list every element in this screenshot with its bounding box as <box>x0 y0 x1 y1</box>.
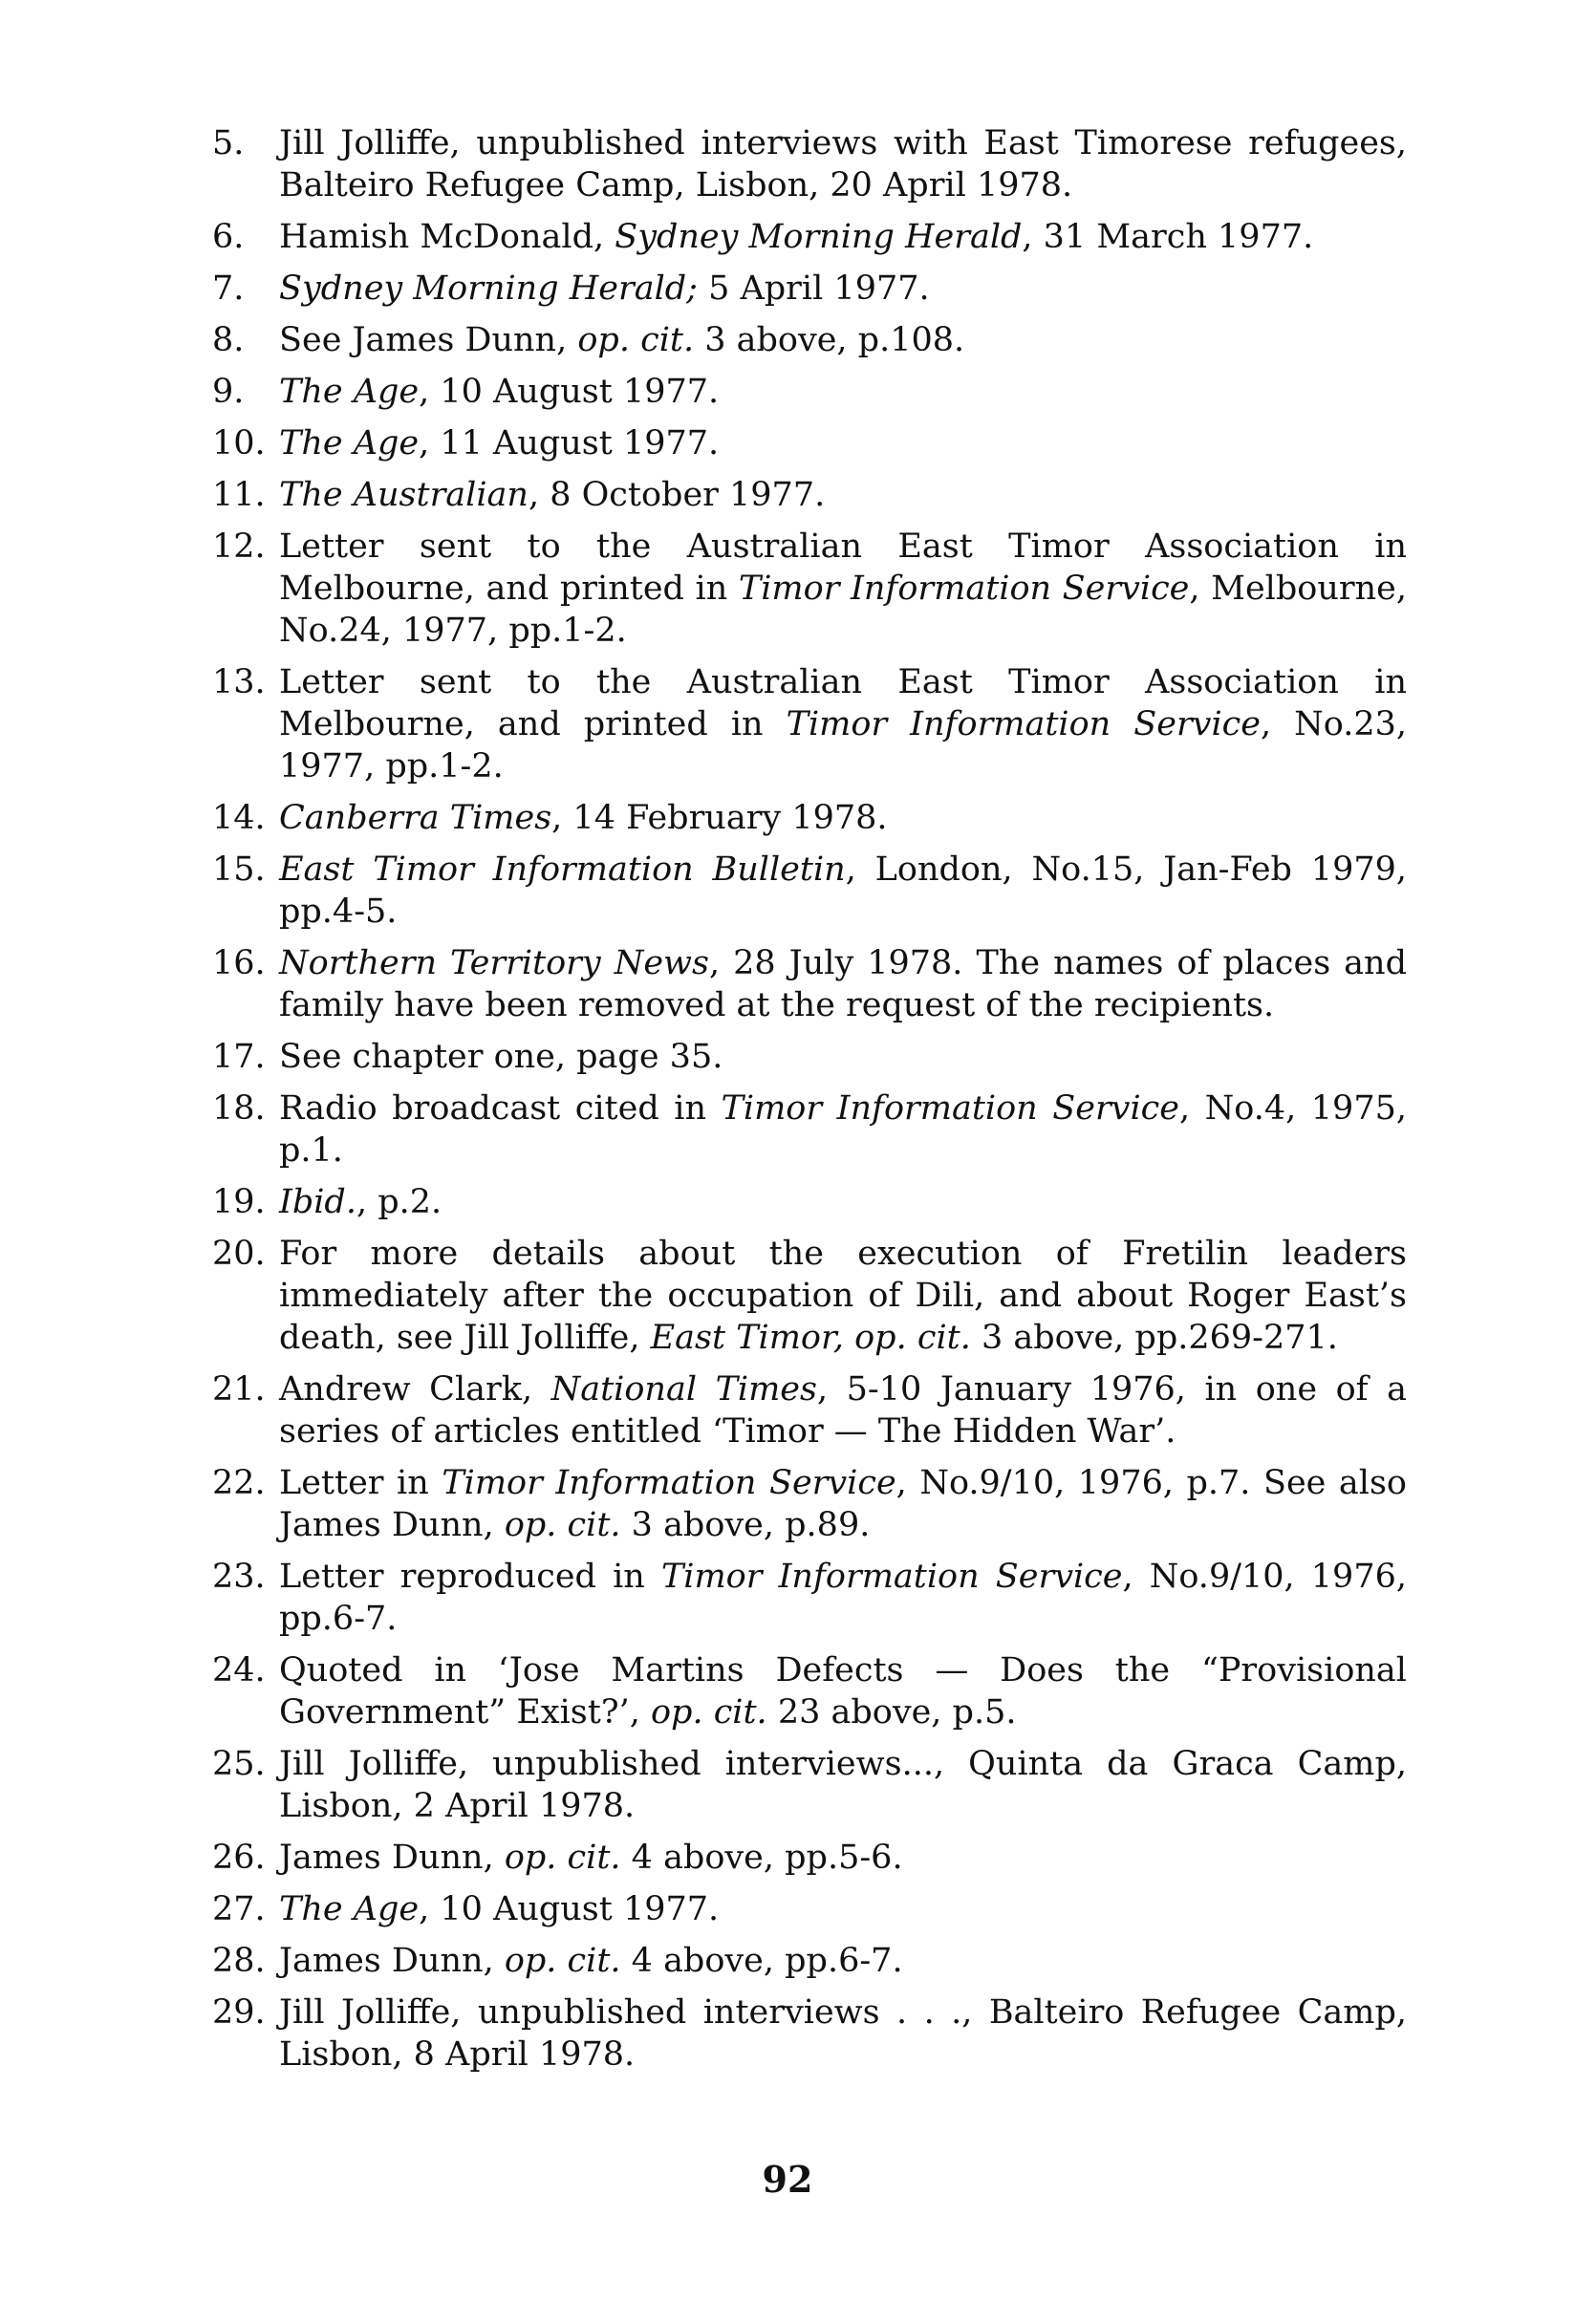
endnote-item <box>212 319 1407 361</box>
endnote-item <box>212 1991 1407 2076</box>
endnote-number: 29. <box>212 1993 266 2032</box>
endnote-segment: , 10 August 1977. <box>419 373 720 411</box>
endnote-segment: 4 above, pp.5-6. <box>620 1839 903 1877</box>
endnote-text <box>279 849 1407 933</box>
endnote-item <box>212 1888 1407 1930</box>
endnote-number: 16. <box>212 944 266 982</box>
endnote-number: 13. <box>212 663 266 701</box>
endnote-text <box>279 1462 1407 1546</box>
endnote-segment: Hamish McDonald, <box>279 218 615 256</box>
endnote-number: 7. <box>212 269 245 308</box>
endnote-text <box>279 1368 1407 1452</box>
endnote-segment: Quoted in ‘Jose Martins Defects — Does the “Provisional Government” Exist?’, <box>279 1651 1407 1732</box>
endnote-item <box>212 526 1407 652</box>
endnote-segment: For more details about the execution of Fretilin leaders immediately after the occupation of Dili, and about Roger East’s death, see Jill Jolliffe, <box>279 1235 1407 1357</box>
endnote-italic-segment: Canberra Times <box>279 799 552 837</box>
endnote-item <box>212 268 1407 310</box>
endnote-segment: Letter reproduced in <box>279 1558 661 1596</box>
endnote-segment: Letter in <box>279 1464 442 1502</box>
endnote-text <box>279 1649 1407 1733</box>
endnote-italic-segment: Timor Information Service <box>738 570 1190 608</box>
endnote-number: 5. <box>212 124 245 162</box>
endnote-item <box>212 1233 1407 1359</box>
endnote-segment: , No.4, 1975, p.1. <box>279 1089 1407 1170</box>
endnote-italic-segment: The Age <box>279 373 420 411</box>
endnote-number: 9. <box>212 373 245 411</box>
endnote-item <box>212 797 1407 839</box>
endnotes-list <box>212 122 1407 2085</box>
endnote-segment: , 11 August 1977. <box>419 424 720 463</box>
endnote-segment: Jill Jolliffe, unpublished interviews with East Timorese refugees, Balteiro Refugee Camp, Lisbon, 20 April 1978. <box>279 124 1407 204</box>
endnote-item <box>212 1556 1407 1640</box>
endnote-segment: , 14 February 1978. <box>551 799 888 837</box>
endnote-italic-segment: Sydney Morning Herald <box>615 218 1023 256</box>
endnote-text <box>279 1940 1407 1982</box>
endnote-number: 10. <box>212 424 266 463</box>
endnote-italic-segment: National Times <box>550 1370 817 1409</box>
endnote-text <box>279 1991 1407 2076</box>
endnote-segment: , No.23, 1977, pp.1-2. <box>279 705 1407 785</box>
endnote-item <box>212 1649 1407 1733</box>
endnote-number: 22. <box>212 1464 266 1502</box>
endnote-item <box>212 661 1407 787</box>
endnote-item <box>212 216 1407 258</box>
endnote-text <box>279 268 1407 310</box>
endnote-text <box>279 371 1407 413</box>
endnote-text <box>279 942 1407 1026</box>
endnote-segment: 3 above, p.89. <box>620 1506 871 1544</box>
endnote-number: 24. <box>212 1651 266 1689</box>
endnote-italic-segment: op. cit. <box>650 1693 767 1732</box>
endnote-item <box>212 1036 1407 1078</box>
endnote-number: 19. <box>212 1183 266 1221</box>
endnote-number: 12. <box>212 527 266 566</box>
endnote-item <box>212 1940 1407 1982</box>
endnote-number: 20. <box>212 1235 266 1273</box>
endnote-item <box>212 1368 1407 1452</box>
endnote-segment: Jill Jolliffe, unpublished interviews . . ., Balteiro Refugee Camp, Lisbon, 8 April 1978. <box>279 1993 1407 2074</box>
endnote-item <box>212 1743 1407 1827</box>
endnote-italic-segment: op. cit. <box>504 1942 621 1980</box>
endnote-italic-segment: The Age <box>279 1890 420 1928</box>
endnote-text <box>279 1036 1407 1078</box>
endnote-italic-segment: East Timor, op. cit. <box>650 1319 971 1357</box>
endnote-italic-segment: Timor Information Service <box>660 1558 1123 1596</box>
endnote-italic-segment: Sydney Morning Herald; <box>279 269 698 308</box>
endnote-italic-segment: Timor Information Service <box>442 1464 896 1502</box>
endnote-text <box>279 422 1407 464</box>
endnote-item <box>212 422 1407 464</box>
endnote-item <box>212 122 1407 206</box>
page-number: 92 <box>762 2158 813 2201</box>
endnote-number: 17. <box>212 1038 266 1076</box>
endnote-segment: 4 above, pp.6-7. <box>620 1942 903 1980</box>
endnote-segment: Jill Jolliffe, unpublished interviews..., Quinta da Graca Camp, Lisbon, 2 April 1978. <box>279 1745 1407 1825</box>
endnote-number: 25. <box>212 1745 266 1783</box>
endnote-italic-segment: op. cit. <box>577 321 695 359</box>
endnote-italic-segment: Timor Information Service <box>786 705 1261 743</box>
endnote-segment: 23 above, p.5. <box>766 1693 1017 1732</box>
endnote-number: 6. <box>212 218 245 256</box>
endnote-text <box>279 1743 1407 1827</box>
endnote-italic-segment: East Timor Information Bulletin <box>279 850 846 889</box>
endnote-number: 14. <box>212 799 266 837</box>
endnote-text <box>279 661 1407 787</box>
endnote-number: 23. <box>212 1558 266 1596</box>
endnote-text <box>279 526 1407 652</box>
endnote-segment: James Dunn, <box>279 1942 505 1980</box>
endnote-item <box>212 1837 1407 1879</box>
endnote-item <box>212 1462 1407 1546</box>
endnote-text <box>279 1181 1407 1223</box>
endnote-number: 8. <box>212 321 245 359</box>
endnote-segment: , p.2. <box>356 1183 442 1221</box>
endnote-number: 15. <box>212 850 266 889</box>
endnote-italic-segment: op. cit. <box>504 1506 621 1544</box>
endnote-item <box>212 474 1407 516</box>
endnote-item <box>212 1181 1407 1223</box>
endnote-number: 27. <box>212 1890 266 1928</box>
endnote-text <box>279 216 1407 258</box>
endnote-segment: , No.9/10, 1976, p.7. See also James Dunn, <box>279 1464 1407 1544</box>
endnote-segment: See chapter one, page 35. <box>279 1038 723 1076</box>
endnote-segment: 3 above, pp.269-271. <box>970 1319 1338 1357</box>
endnote-text <box>279 474 1407 516</box>
endnote-segment: Letter sent to the Australian East Timor Association in Melbourne, and printed in <box>279 663 1407 743</box>
endnote-item <box>212 942 1407 1026</box>
endnote-italic-segment: The Age <box>279 424 420 463</box>
endnote-segment: Radio broadcast cited in <box>279 1089 722 1128</box>
endnote-text <box>279 1837 1407 1879</box>
endnote-italic-segment: Ibid. <box>279 1183 356 1221</box>
endnote-text <box>279 319 1407 361</box>
endnote-text <box>279 1888 1407 1930</box>
endnote-segment: , 8 October 1977. <box>528 476 826 514</box>
endnote-segment: 3 above, p.108. <box>694 321 965 359</box>
endnote-item <box>212 1087 1407 1172</box>
endnote-italic-segment: Timor Information Service <box>721 1089 1179 1128</box>
endnote-segment: See James Dunn, <box>279 321 578 359</box>
endnote-segment: , Melbourne, No.24, 1977, pp.1-2. <box>279 570 1407 650</box>
endnote-number: 28. <box>212 1942 266 1980</box>
endnote-number: 11. <box>212 476 266 514</box>
endnote-text <box>279 122 1407 206</box>
endnote-text <box>279 797 1407 839</box>
endnote-segment: , 10 August 1977. <box>419 1890 720 1928</box>
endnote-segment: Letter sent to the Australian East Timor Association in Melbourne, and printed in <box>279 527 1407 608</box>
endnote-number: 18. <box>212 1089 266 1128</box>
endnote-segment: 5 April 1977. <box>697 269 930 308</box>
endnote-segment: Andrew Clark, <box>279 1370 551 1409</box>
endnote-segment: , 28 July 1978. The names of places and family have been removed at the request of the recipients. <box>279 944 1407 1024</box>
endnote-text <box>279 1233 1407 1359</box>
endnote-text <box>279 1087 1407 1172</box>
endnote-item <box>212 849 1407 933</box>
endnote-segment: James Dunn, <box>279 1839 505 1877</box>
endnote-segment: , No.9/10, 1976, pp.6-7. <box>279 1558 1407 1638</box>
endnote-number: 26. <box>212 1839 266 1877</box>
endnote-italic-segment: Northern Territory News <box>279 944 709 982</box>
endnote-italic-segment: op. cit. <box>504 1839 621 1877</box>
endnote-segment: , 31 March 1977. <box>1022 218 1314 256</box>
endnote-segment: , London, No.15, Jan-Feb 1979, pp.4-5. <box>279 850 1407 931</box>
endnote-segment: , 5-10 January 1976, in one of a series of articles entitled ‘Timor — The Hidden War’. <box>279 1370 1408 1451</box>
endnote-italic-segment: The Australian <box>279 476 529 514</box>
endnote-number: 21. <box>212 1370 266 1409</box>
endnote-item <box>212 371 1407 413</box>
endnote-text <box>279 1556 1407 1640</box>
